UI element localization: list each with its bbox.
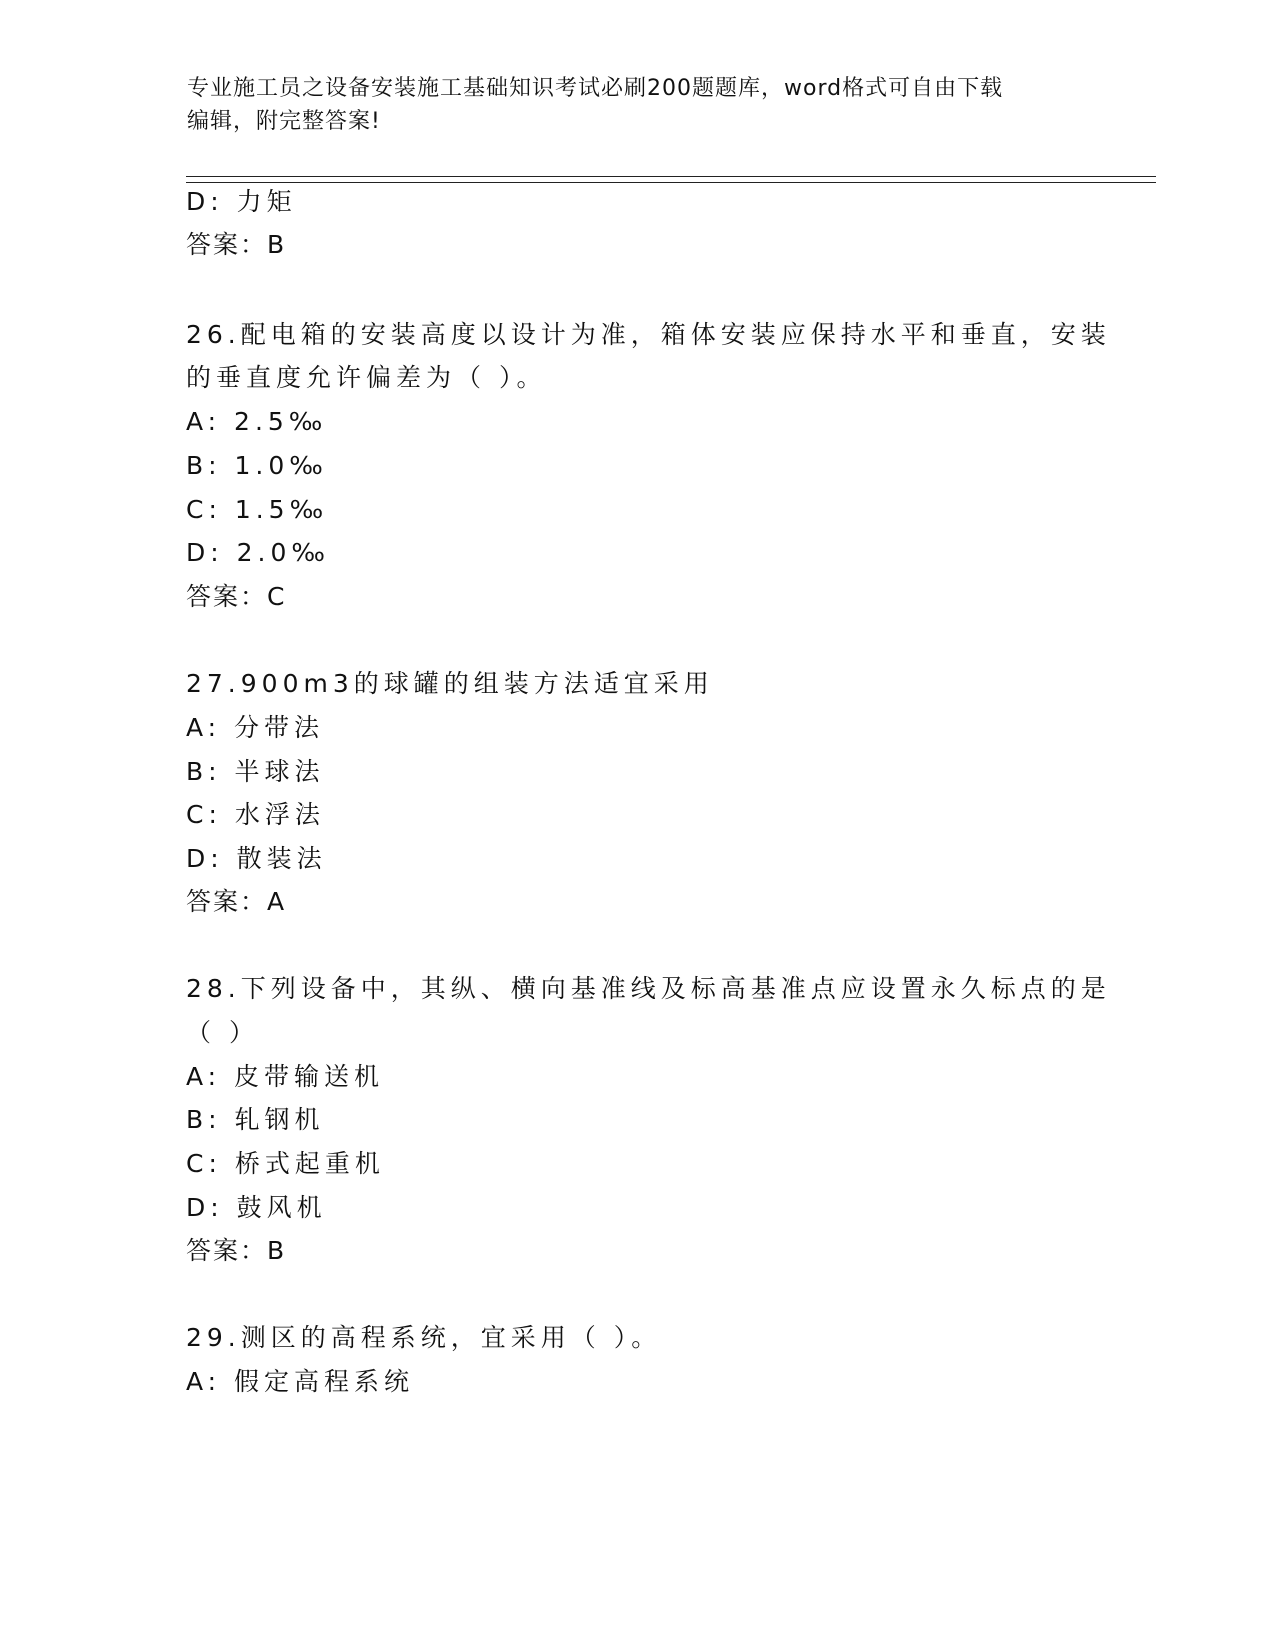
q27-answer: 答案：A — [186, 887, 287, 916]
q26-answer: 答案：C — [186, 582, 287, 611]
q28-stem-line-2: （ ） — [186, 1018, 259, 1047]
q26-option-c: C: 1.5‰ — [186, 495, 329, 524]
q27-stem: 27.900m3的球罐的组装方法适宜采用 — [186, 669, 714, 698]
header-title-line-2: 编辑，附完整答案! — [187, 109, 381, 134]
q28-stem-line-1: 28.下列设备中，其纵、横向基准线及标高基准点应设置永久标点的是 — [186, 974, 1111, 1003]
q29-stem: 29.测区的高程系统，宜采用（ ）。 — [186, 1323, 662, 1352]
q26-option-d: D: 2.0‰ — [186, 538, 330, 567]
q26-stem-line-1: 26.配电箱的安装高度以设计为准，箱体安装应保持水平和垂直，安装 — [186, 320, 1111, 349]
q26-option-b: B: 1.0‰ — [186, 451, 328, 480]
q26-option-a: A: 2.5‰ — [186, 407, 328, 436]
header-title-line-1: 专业施工员之设备安装施工基础知识考试必刷200题题库，word格式可自由下载 — [187, 76, 1004, 101]
q28-answer: 答案：B — [186, 1236, 287, 1265]
q28-option-b: B: 轧钢机 — [186, 1105, 325, 1134]
header-divider — [186, 176, 1156, 183]
q27-option-c: C: 水浮法 — [186, 800, 325, 829]
q29-option-a: A: 假定高程系统 — [186, 1367, 415, 1396]
q28-option-d: D: 鼓风机 — [186, 1193, 327, 1222]
q25-answer: 答案：B — [186, 230, 287, 259]
q27-option-a: A: 分带法 — [186, 713, 325, 742]
q28-option-a: A: 皮带输送机 — [186, 1062, 385, 1091]
document-header — [187, 72, 1077, 138]
q27-option-d: D: 散装法 — [186, 844, 327, 873]
q27-option-b: B: 半球法 — [186, 757, 325, 786]
q25-option-d: D: 力矩 — [186, 187, 297, 216]
q26-stem-line-2: 的垂直度允许偏差为（ ）。 — [186, 363, 547, 392]
q28-option-c: C: 桥式起重机 — [186, 1149, 385, 1178]
